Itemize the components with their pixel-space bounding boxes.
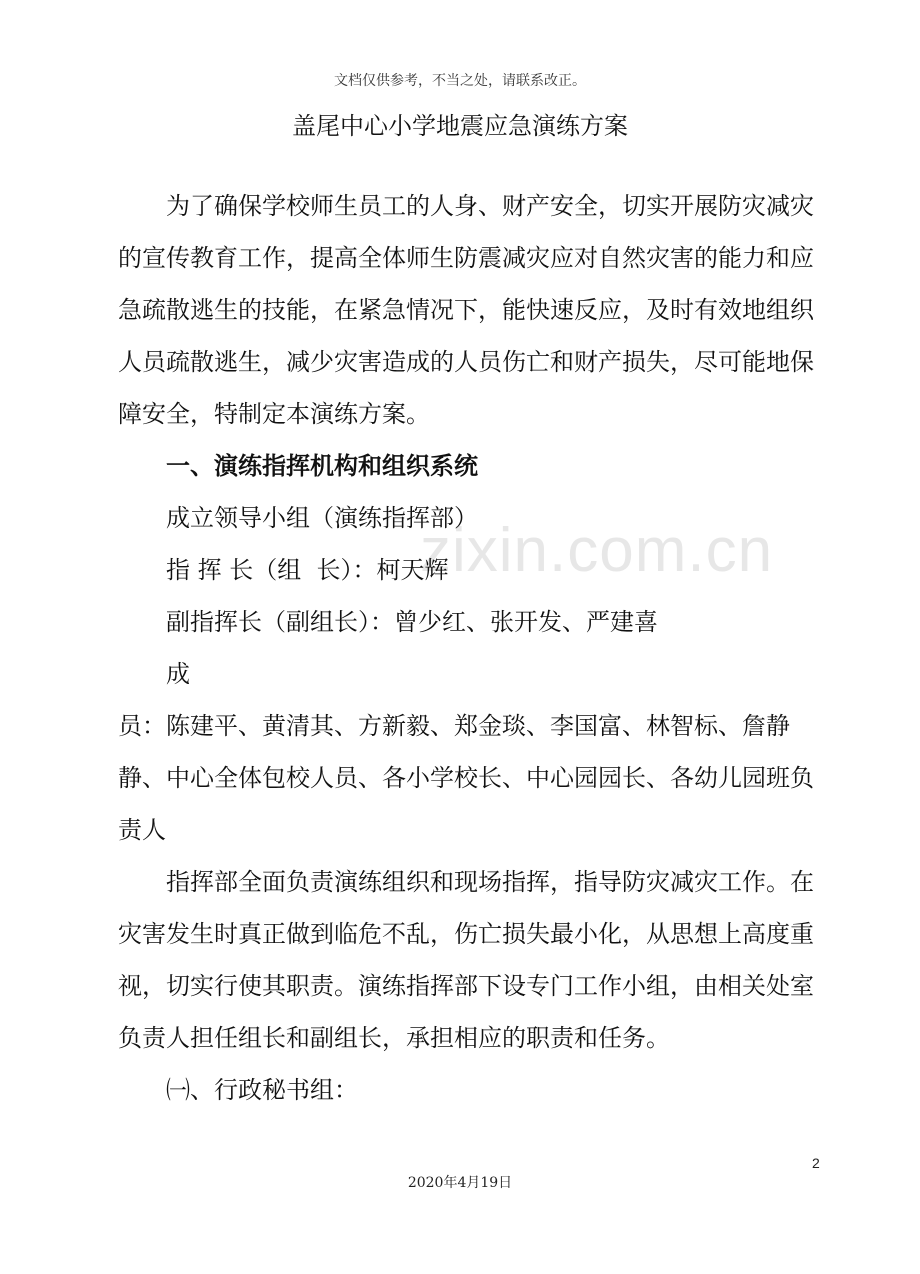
watermark: zixin.com.cn: [420, 516, 774, 585]
commander-line: 指 挥 长（组 长）：柯天辉: [166, 556, 449, 584]
subsection-heading: ㈠、行政秘书组：: [166, 1076, 358, 1104]
hq-duties-paragraph: 指挥部全面负责演练组织和现场指挥，指导防灾减灾工作。在灾害发生时真正做到临危不乱，伤亡损失最小化，从思想上高度重视，切实行使其职责。演练指挥部下设专门工作小组，由相关处室负责人担任组长和副组长，承担相应的职责和任务。: [118, 868, 814, 1052]
members-list: 员：陈建平、黄清其、方新毅、郑金琰、李国富、林智标、詹静静、中心全体包校人员、各小学校长、中心园园长、各幼儿园班负责人: [118, 712, 814, 844]
document-body: [118, 180, 820, 1116]
section-heading: 一、演练指挥机构和组织系统: [166, 452, 478, 480]
intro-paragraph: 为了确保学校师生员工的人身、财产安全，切实开展防灾减灾的宣传教育工作，提高全体师生防震减灾应对自然灾害的能力和应急疏散逃生的技能，在紧急情况下，能快速反应，及时有效地组织人员疏散逃生，减少灾害造成的人员伤亡和财产损失，尽可能地保障安全，特制定本演练方案。: [118, 192, 814, 428]
header-note: 文档仅供参考，不当之处，请联系改正。: [334, 73, 586, 89]
deputy-commander-line: 副指挥长（副组长）：曾少红、张开发、严建喜: [166, 608, 658, 636]
leadership-group-line: 成立领导小组（演练指挥部）: [166, 504, 478, 532]
page-number: 2: [812, 1155, 820, 1171]
footer-date: 2020年4月19日: [407, 1175, 513, 1191]
document-title: 盖尾中心小学地震应急演练方案: [292, 112, 628, 140]
members-label: 成: [166, 660, 190, 688]
